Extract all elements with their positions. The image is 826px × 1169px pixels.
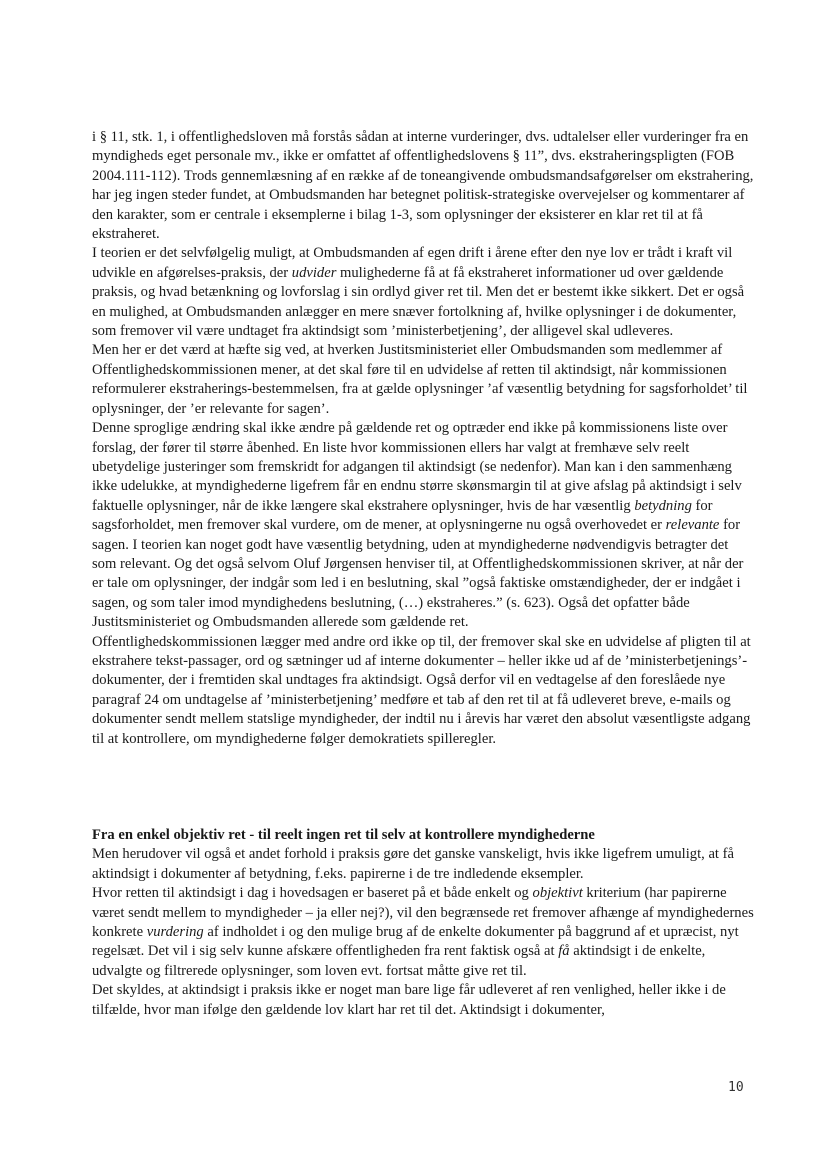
body-text <box>92 128 756 749</box>
section-heading: Fra en enkel objektiv ret - til reelt ingen ret til selv at kontrollere myndighederne <box>92 827 595 843</box>
paragraph: Offentlighedskommissionen lægger med andre ord ikke op til, der fremover skal ske en udvidelse af pligten til at ekstrahere tekst-passager, ord og sætninger ud af interne dokumenter – heller ikke ud af de ’ministerbetjenings’-dokumenter, der i fremtiden skal undtages fra aktindsigt. Også derfor vil en vedtagelse af den foreslåede nye paragraf 24 om undtagelse af ’ministerbetjening’ medføre et tab af den ret til at få udleveret breve, e-mails og dokumenter sendt mellem statslige myndigheder, der indtil nu i årevis har været den absolut væsentligste adgang til at kontrollere, om myndighederne følger demokratiets spilleregler. <box>92 633 751 747</box>
paragraph: i § 11, stk. 1, i offentlighedsloven må forstås sådan at interne vurderinger, dvs. udtalelser eller vurderinger fra en myndigheds eget personale mv., ikke er omfattet af offentlighedslovens § 11”, dvs. ekstraheringspligten (FOB 2004.111-112). Trods gennemlæsning af en række af de toneangivende ombudsmandsafgørelser om ekstrahering, har jeg ingen steder fundet, at Ombudsmanden har betegnet politisk-strategiske overvejelser og kommentarer af den karakter, som er centrale i eksemplerne i bilag 1-3, som oplysninger der eksisterer en klar ret til at få ekstraheret. <box>92 129 754 243</box>
section-two <box>92 826 756 1020</box>
paragraph: Men herudover vil også et andet forhold i praksis gøre det ganske vanskeligt, hvis ikke ligefrem umuligt, at få aktindsigt i dokumenter af betydning, f.eks. papirerne i de tre indledende eksempler. <box>92 846 734 882</box>
paragraph: Det skyldes, at aktindsigt i praksis ikke er noget man bare lige får udleveret af ren venlighed, heller ikke i de tilfælde, hvor man ifølge den gældende lov klart har ret til det. Aktindsigt i dokumenter, <box>92 982 726 1018</box>
paragraph: Denne sproglige ændring skal ikke ændre på gældende ret og optræder end ikke på kommissionens liste over forslag, der fører til større åbenhed. En liste hvor kommissionen ellers har valgt at fremhæve selv reelt ubetydelige justeringer som fremskridt for adgangen til aktindsigt (se nedenfor). Man kan i den sammenhæng ikke udelukke, at myndighederne ligefrem får en endnu større skønsmargin til at give afslag på aktindsigt i selv faktuelle oplysninger, når de ikke længere skal ekstrahere oplysninger, hvis de har væsentlig betydning for sagsforholdet, men fremover skal vurdere, om de mener, at oplysningerne nu også overhovedet er relevante for sagen. I teorien kan noget godt have væsentlig betydning, uden at myndighederne nødvendigvis betragter det som relevant. Og det også selvom Oluf Jørgensen henviser til, at Offentlighedskommissionen skriver, at når der er tale om oplysninger, der indgår som led i en beslutning, skal ”også faktiske omstændigheder, der er indgået i sagen, og som taler imod myndighedens beslutning, (…) ekstraheres.” (s. 623). Også det opfatter både Justitsministeriet og Ombudsmanden allerede som gældende ret. <box>92 420 744 631</box>
paragraph: Hvor retten til aktindsigt i dag i hovedsagen er baseret på et både enkelt og objektivt kriterium (har papirerne været sendt mellem to myndigheder – ja eller nej?), vil den begrænsede ret fremover afhænge af myndighedernes konkrete vurdering af indholdet i og den mulige brug af de enkelte dokumenter på baggrund af et upræcist, nyt regelsæt. Det vil i sig selv kunne afskære offentligheden fra rent faktisk også at få aktindsigt i de enkelte, udvalgte og filtrerede oplysninger, som loven evt. fortsat måtte give ret til. <box>92 885 754 979</box>
paragraph: I teorien er det selvfølgelig muligt, at Ombudsmanden af egen drift i årene efter den nye lov er trådt i kraft vil udvikle en afgørelses-praksis, der udvider mulighederne få at få ekstraheret informationer ud over gældende praksis, og hvad betænkning og lovforslag i sin ordlyd giver ret til. Men det er bestemt ikke sikkert. Det er også en mulighed, at Ombudsmanden anlægger en mere snæver fortolkning af, hvilke oplysninger i de dokumenter, som fremover vil være undtaget fra aktindsigt som ’ministerbetjening’, der alligevel skal udleveres. <box>92 245 745 340</box>
page-number: 10 <box>728 1080 744 1095</box>
paragraph: Men her er det værd at hæfte sig ved, at hverken Justitsministeriet eller Ombudsmanden som medlemmer af Offentlighedskommissionen mener, at det skal føre til en udvidelse af retten til aktindsigt, når kommissionen reformulerer ekstraherings-bestemmelsen, fra at gælde oplysninger ’af væsentlig betydning for sagsforholdet’ til oplysninger, der ’er relevante for sagen’. <box>92 342 748 417</box>
